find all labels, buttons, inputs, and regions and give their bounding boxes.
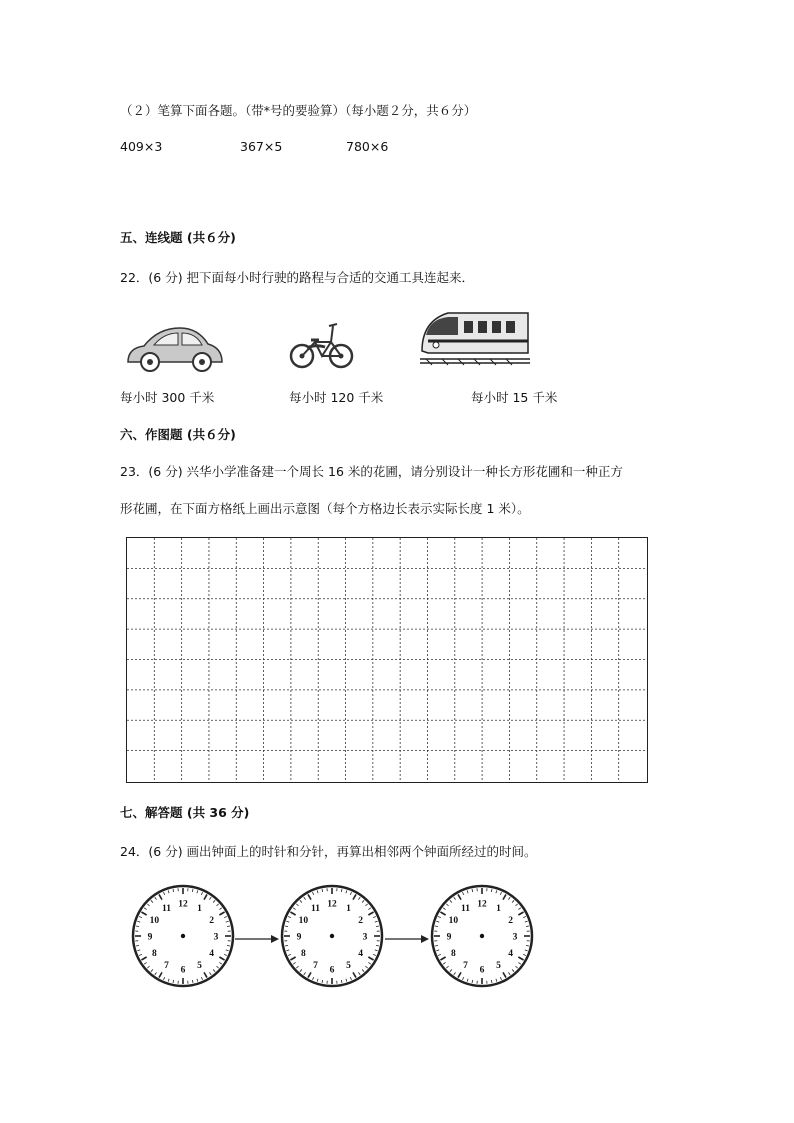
calc-item: 780×6	[346, 139, 389, 154]
square-grid-paper[interactable]	[126, 537, 648, 783]
calc-item: 367×5	[240, 139, 283, 154]
question-22: 22．(6 分) 把下面每小时行驶的路程与合适的交通工具连起来．	[120, 270, 475, 285]
calc-item: 409×3	[120, 139, 163, 154]
question-23-line1: 23．(6 分) 兴华小学准备建一个周长 16 米的花圃，请分别设计一种长方形花圃和一种正方	[120, 464, 623, 479]
speed-label: 每小时 120 千米	[289, 390, 384, 405]
speed-label: 每小时 15 千米	[471, 390, 558, 405]
clock-number: 4	[209, 949, 214, 959]
clock-center	[480, 934, 484, 938]
question-24: 24．(6 分) 画出钟面上的时针和分针，再算出相邻两个钟面所经过的时间。	[120, 844, 537, 859]
train-icon	[418, 305, 532, 369]
bicycle-icon	[289, 318, 355, 370]
clock-row	[128, 882, 548, 997]
clock-number: 8	[451, 949, 456, 959]
part2-header: （２）笔算下面各题。（带*号的要验算）（每小题２分，共６分）	[120, 103, 477, 118]
clock-number: 12	[477, 899, 487, 910]
clock-center	[330, 934, 334, 938]
clock-face[interactable]	[133, 886, 233, 986]
clock-number: 1	[346, 903, 351, 914]
clock-number: 2	[209, 916, 214, 926]
clock-number: 10	[448, 916, 459, 926]
clock-number: 2	[508, 916, 513, 926]
clock-number: 11	[461, 903, 470, 914]
clock-number: 3	[362, 932, 368, 943]
clock-number: 8	[301, 949, 306, 959]
section7-title: 七、解答题 (共 36 分)	[120, 805, 250, 820]
clock-number: 8	[152, 949, 157, 959]
clock-number: 9	[147, 932, 153, 943]
clock-number: 4	[358, 949, 363, 959]
clock-number: 10	[298, 916, 309, 926]
clock-number: 10	[149, 916, 160, 926]
clock-number: 3	[213, 932, 219, 943]
clock-number: 5	[346, 961, 351, 972]
clock-number: 7	[463, 961, 468, 972]
clock-number: 6	[329, 965, 335, 976]
clock-number: 4	[508, 949, 513, 959]
clock-number: 11	[311, 903, 320, 914]
clock-number: 7	[313, 961, 318, 972]
clock-number: 12	[327, 899, 337, 910]
clock-number: 6	[180, 965, 186, 976]
clock-number: 2	[358, 916, 363, 926]
section5-title: 五、连线题 (共６分)	[120, 230, 236, 245]
clock-number: 3	[512, 932, 518, 943]
clock-number: 6	[479, 965, 485, 976]
clock-number: 1	[197, 903, 202, 914]
clock-number: 5	[496, 961, 501, 972]
clock-number: 7	[164, 961, 169, 972]
clock-face[interactable]	[282, 886, 382, 986]
clock-number: 11	[162, 903, 171, 914]
arrow-head-icon	[421, 935, 429, 943]
car-icon	[124, 318, 226, 372]
section6-title: 六、作图题 (共６分)	[120, 427, 236, 442]
clock-number: 5	[197, 961, 202, 972]
clock-number: 12	[178, 899, 188, 910]
clock-number: 1	[496, 903, 501, 914]
clock-number: 9	[296, 932, 302, 943]
speed-label: 每小时 300 千米	[120, 390, 215, 405]
clock-face[interactable]	[432, 886, 532, 986]
clock-number: 9	[446, 932, 452, 943]
question-23-line2: 形花圃，在下面方格纸上画出示意图（每个方格边长表示实际长度 1 米）。	[120, 501, 530, 516]
clock-center	[181, 934, 185, 938]
arrow-head-icon	[271, 935, 279, 943]
